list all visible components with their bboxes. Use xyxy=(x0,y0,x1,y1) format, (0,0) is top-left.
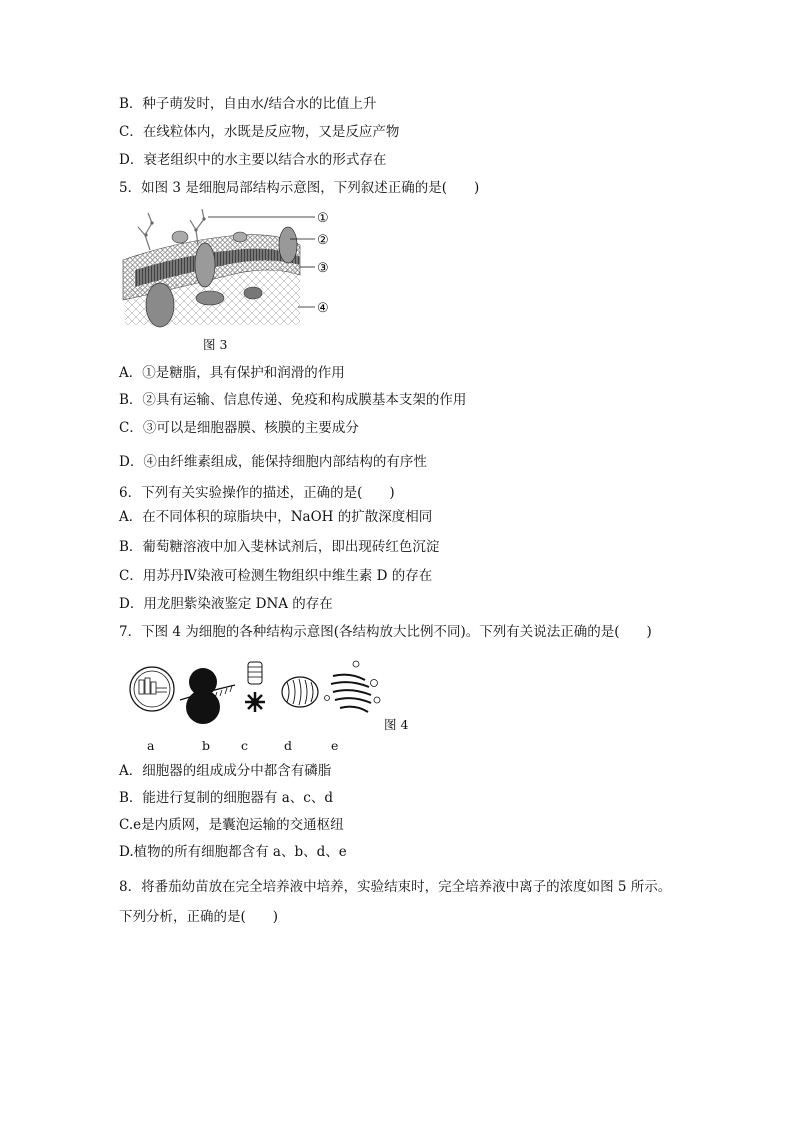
figure-3-caption: 图 3 xyxy=(203,337,228,352)
q5-stem: 5．如图 3 是细胞局部结构示意图，下列叙述正确的是( ) xyxy=(119,180,480,196)
label-a: a xyxy=(147,738,155,753)
q7-option-a: A．细胞器的组成成分中都含有磷脂 xyxy=(119,763,332,779)
q4-option-d: D．衰老组织中的水主要以结合水的形式存在 xyxy=(119,152,387,168)
q8-stem-line1: 8．将番茄幼苗放在完全培养液中培养，实验结束时，完全培养液中离子的浓度如图 5 所示。 xyxy=(119,879,672,895)
organelle-c xyxy=(245,662,265,712)
q6-option-a: A．在不同体积的琼脂块中，NaOH 的扩散深度相同 xyxy=(119,509,433,525)
q8-stem-line2: 下列分析，正确的是( ) xyxy=(119,909,279,925)
organelle-d xyxy=(282,677,318,707)
label-e: e xyxy=(331,738,339,753)
organelle-a xyxy=(130,667,174,711)
q5-option-a: A．①是糖脂，具有保护和润滑的作用 xyxy=(119,365,345,381)
marker-4: ④ xyxy=(317,301,329,316)
label-d: d xyxy=(284,738,293,753)
q7-stem: 7．下图 4 为细胞的各种结构示意图(各结构放大比例不同)。下列有关说法正确的是( ) xyxy=(119,624,652,640)
q7-option-c: C.e是内质网，是囊泡运输的交通枢纽 xyxy=(119,817,344,833)
q6-option-d: D．用龙胆紫染液鉴定 DNA 的存在 xyxy=(119,596,333,612)
q4-option-b: B．种子萌发时，自由水/结合水的比值上升 xyxy=(119,96,377,112)
organelle-b xyxy=(180,668,235,724)
q6-option-c: C．用苏丹Ⅳ染液可检测生物组织中维生素 D 的存在 xyxy=(119,568,433,584)
marker-3: ③ xyxy=(317,261,329,276)
q6-stem: 6．下列有关实验操作的描述，正确的是( ) xyxy=(119,485,395,501)
q5-option-d: D．④由纤维素组成，能保持细胞内部结构的有序性 xyxy=(119,454,427,470)
marker-2: ② xyxy=(317,233,329,248)
label-c: c xyxy=(241,738,249,753)
q6-option-b: B．葡萄糖溶液中加入斐林试剂后，即出现砖红色沉淀 xyxy=(119,539,440,555)
q5-option-b: B．②具有运输、信息传递、免疫和构成膜基本支架的作用 xyxy=(119,392,467,408)
label-b: b xyxy=(202,738,211,753)
cell-membrane-figure xyxy=(120,205,340,330)
q7-option-d: D.植物的所有细胞都含有 a、b、d、e xyxy=(119,844,347,860)
q7-option-b: B．能进行复制的细胞器有 a、c、d xyxy=(119,790,333,806)
figure-4-caption: 图 4 xyxy=(384,717,409,732)
q5-option-c: C．③可以是细胞器膜、核膜的主要成分 xyxy=(119,420,359,436)
q4-option-c: C．在线粒体内，水既是反应物，又是反应产物 xyxy=(119,124,400,140)
marker-1: ① xyxy=(317,211,329,226)
organelle-figure xyxy=(125,652,425,732)
organelle-e xyxy=(325,661,381,712)
